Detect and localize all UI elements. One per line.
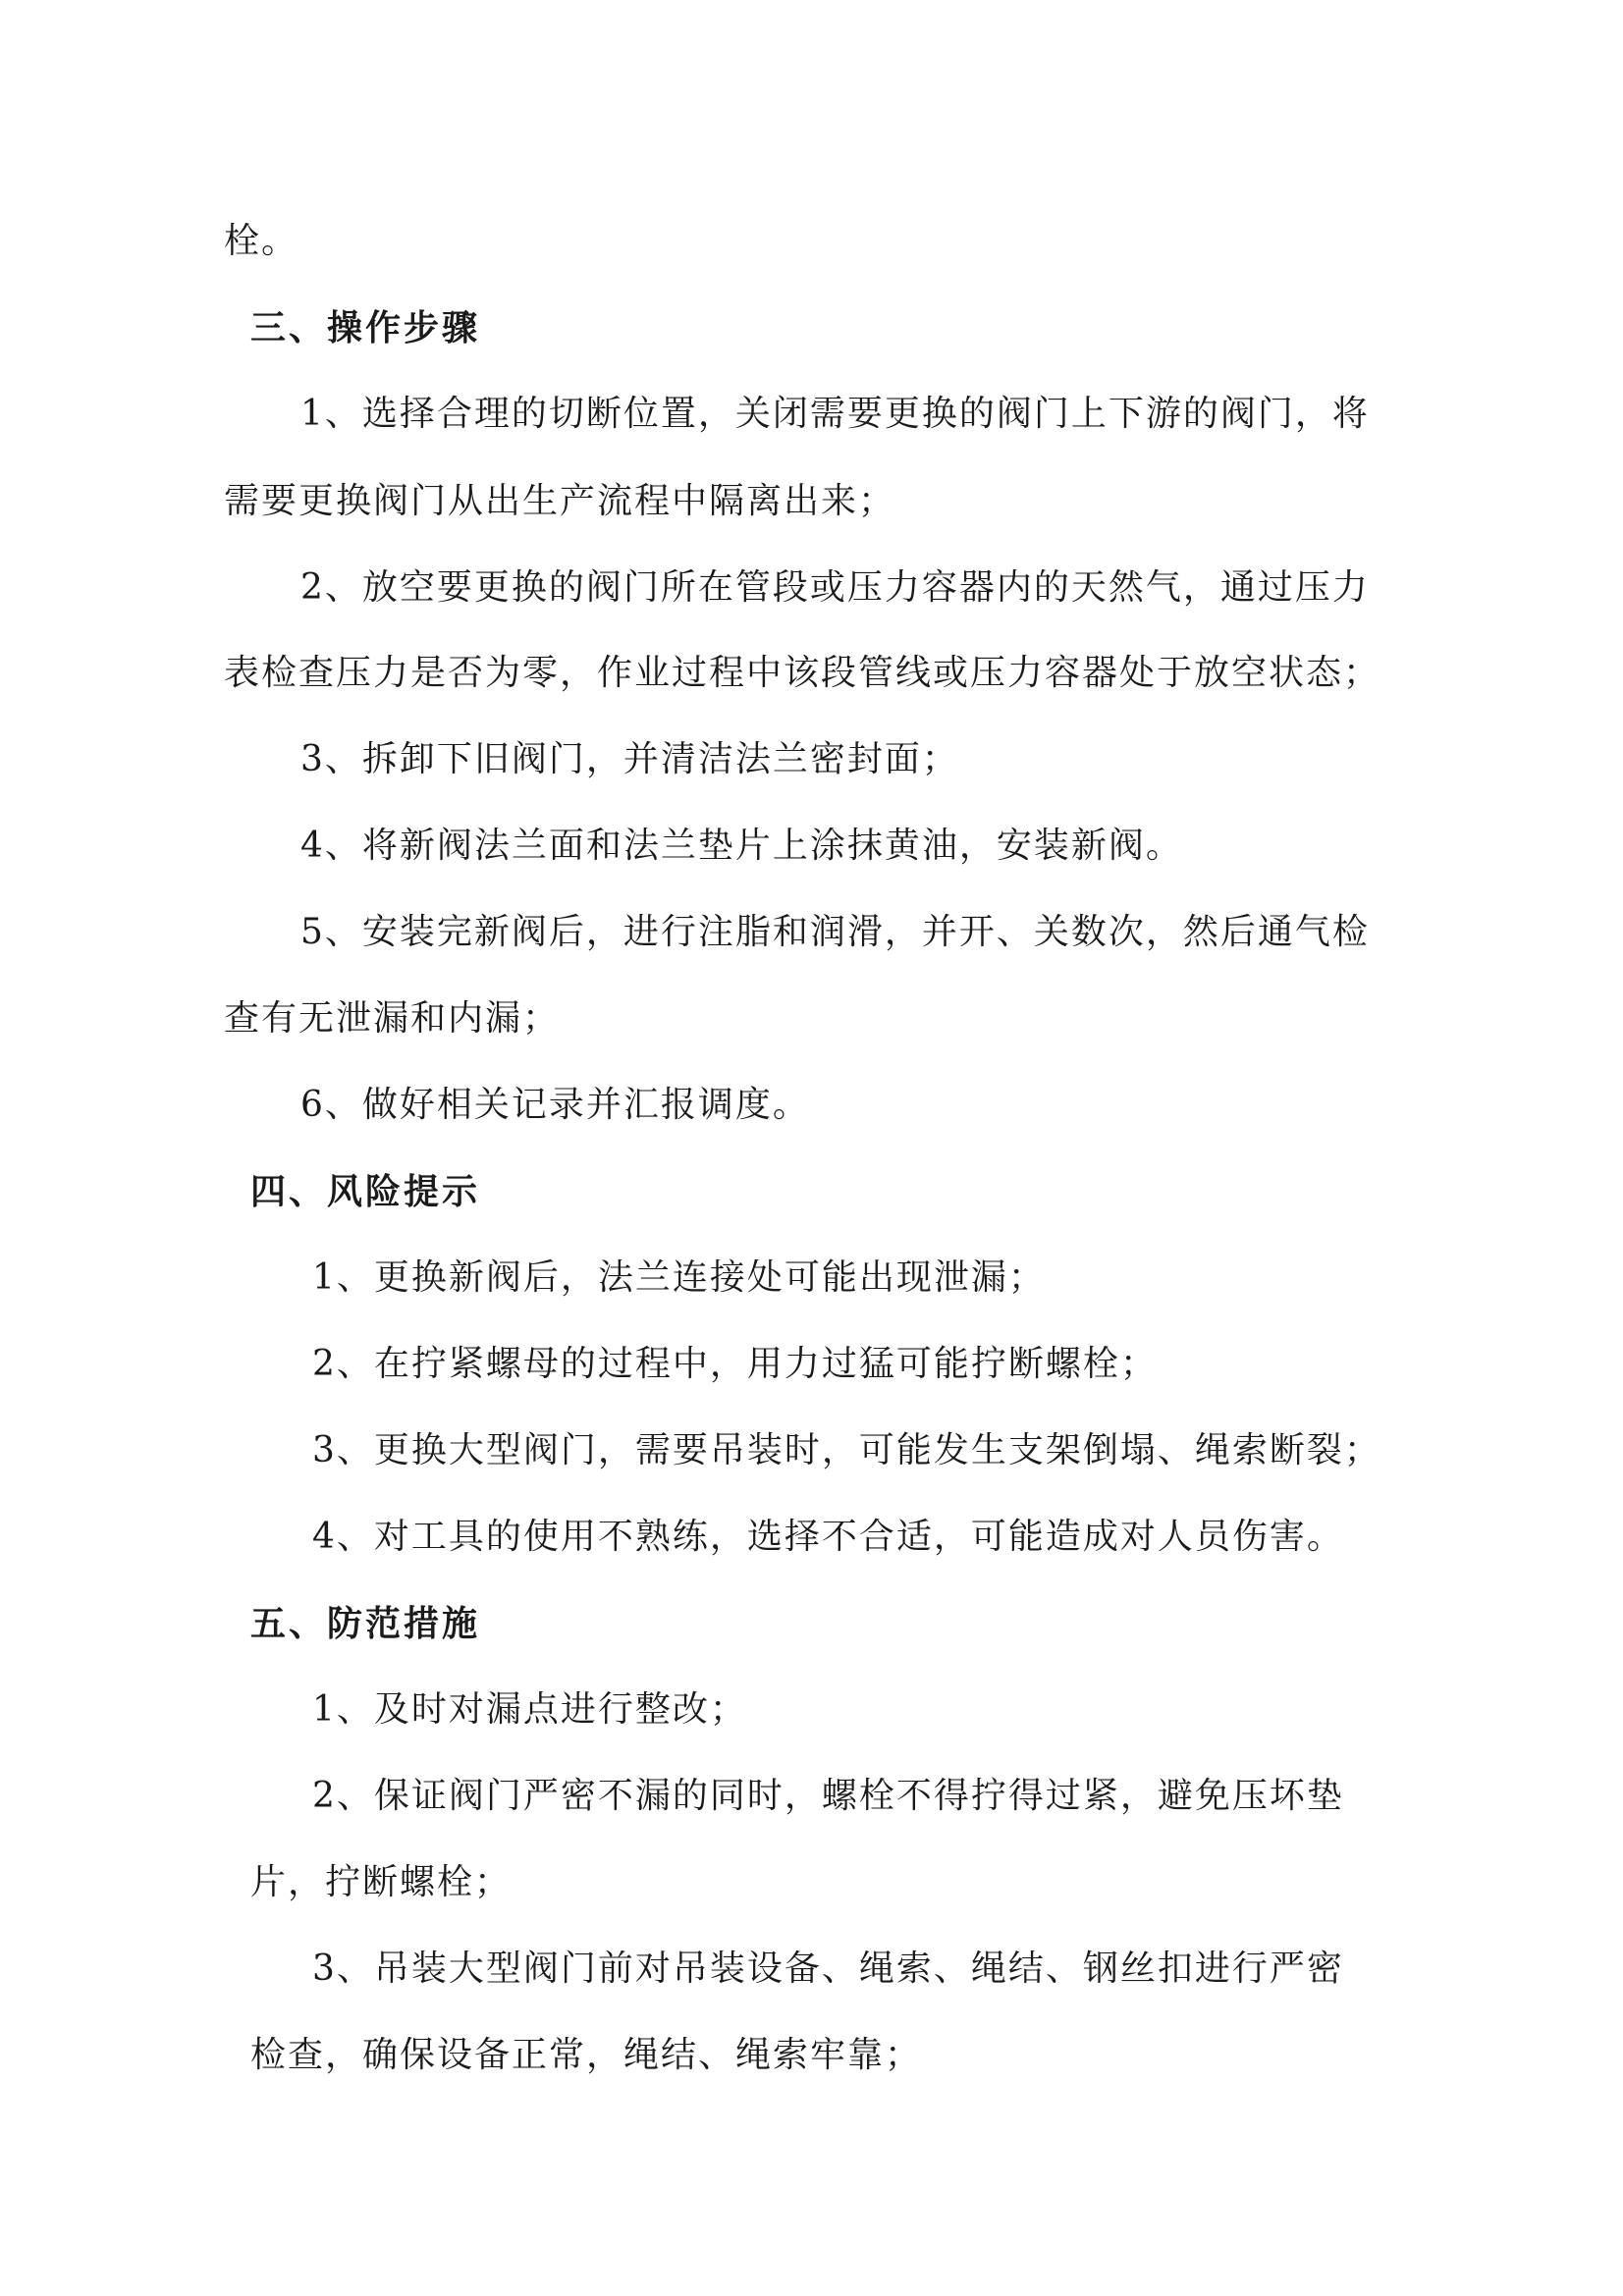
section-heading-preventive-measures: 五、防范措施 bbox=[250, 1603, 481, 1644]
text-line: 1、更换新阀后，法兰连接处可能出现泄漏； bbox=[312, 1257, 1046, 1298]
text-line: 6、做好相关记录并汇报调度。 bbox=[300, 1085, 810, 1125]
text-line: 4、对工具的使用不熟练，选择不合适，可能造成对人员伤害。 bbox=[312, 1517, 1344, 1557]
text-line: 2、在拧紧螺母的过程中，用力过猛可能拧断螺栓； bbox=[312, 1344, 1158, 1384]
section-heading-operation-steps: 三、操作步骤 bbox=[250, 307, 481, 348]
text-line: 3、更换大型阀门，需要吊装时，可能发生支架倒塌、绳索断裂； bbox=[312, 1430, 1381, 1470]
section-heading-risk-warnings: 四、风险提示 bbox=[250, 1171, 481, 1212]
text-line: 2、保证阀门严密不漏的同时，螺栓不得拧得过紧，避免压坏垫 bbox=[312, 1776, 1344, 1816]
text-line: 5、安装完新阀后，进行注脂和润滑，并开、关数次，然后通气检 bbox=[300, 912, 1370, 952]
text-line: 需要更换阀门从出生产流程中隔离出来； bbox=[224, 481, 896, 521]
text-line: 表检查压力是否为零，作业过程中该段管线或压力容器处于放空状态； bbox=[224, 653, 1381, 693]
text-line: 4、将新阀法兰面和法兰垫片上涂抹黄油，安装新阀。 bbox=[300, 826, 1183, 866]
text-line: 2、放空要更换的阀门所在管段或压力容器内的天然气，通过压力 bbox=[300, 567, 1370, 608]
text-line: 查有无泄漏和内漏； bbox=[224, 998, 561, 1039]
text-line: 片，拧断螺栓； bbox=[250, 1862, 513, 1902]
text-line: 3、拆卸下旧阀门，并清洁法兰密封面； bbox=[300, 739, 959, 779]
text-line: 1、选择合理的切断位置，关闭需要更换的阀门上下游的阀门，将 bbox=[300, 394, 1370, 434]
text-line: 栓。 bbox=[224, 221, 299, 261]
text-line: 检查，确保设备正常，绳结、绳索牢靠； bbox=[250, 2035, 923, 2075]
text-line: 1、及时对漏点进行整改； bbox=[312, 1689, 747, 1730]
text-line: 3、吊装大型阀门前对吊装设备、绳索、绳结、钢丝扣进行严密 bbox=[312, 1949, 1344, 1989]
